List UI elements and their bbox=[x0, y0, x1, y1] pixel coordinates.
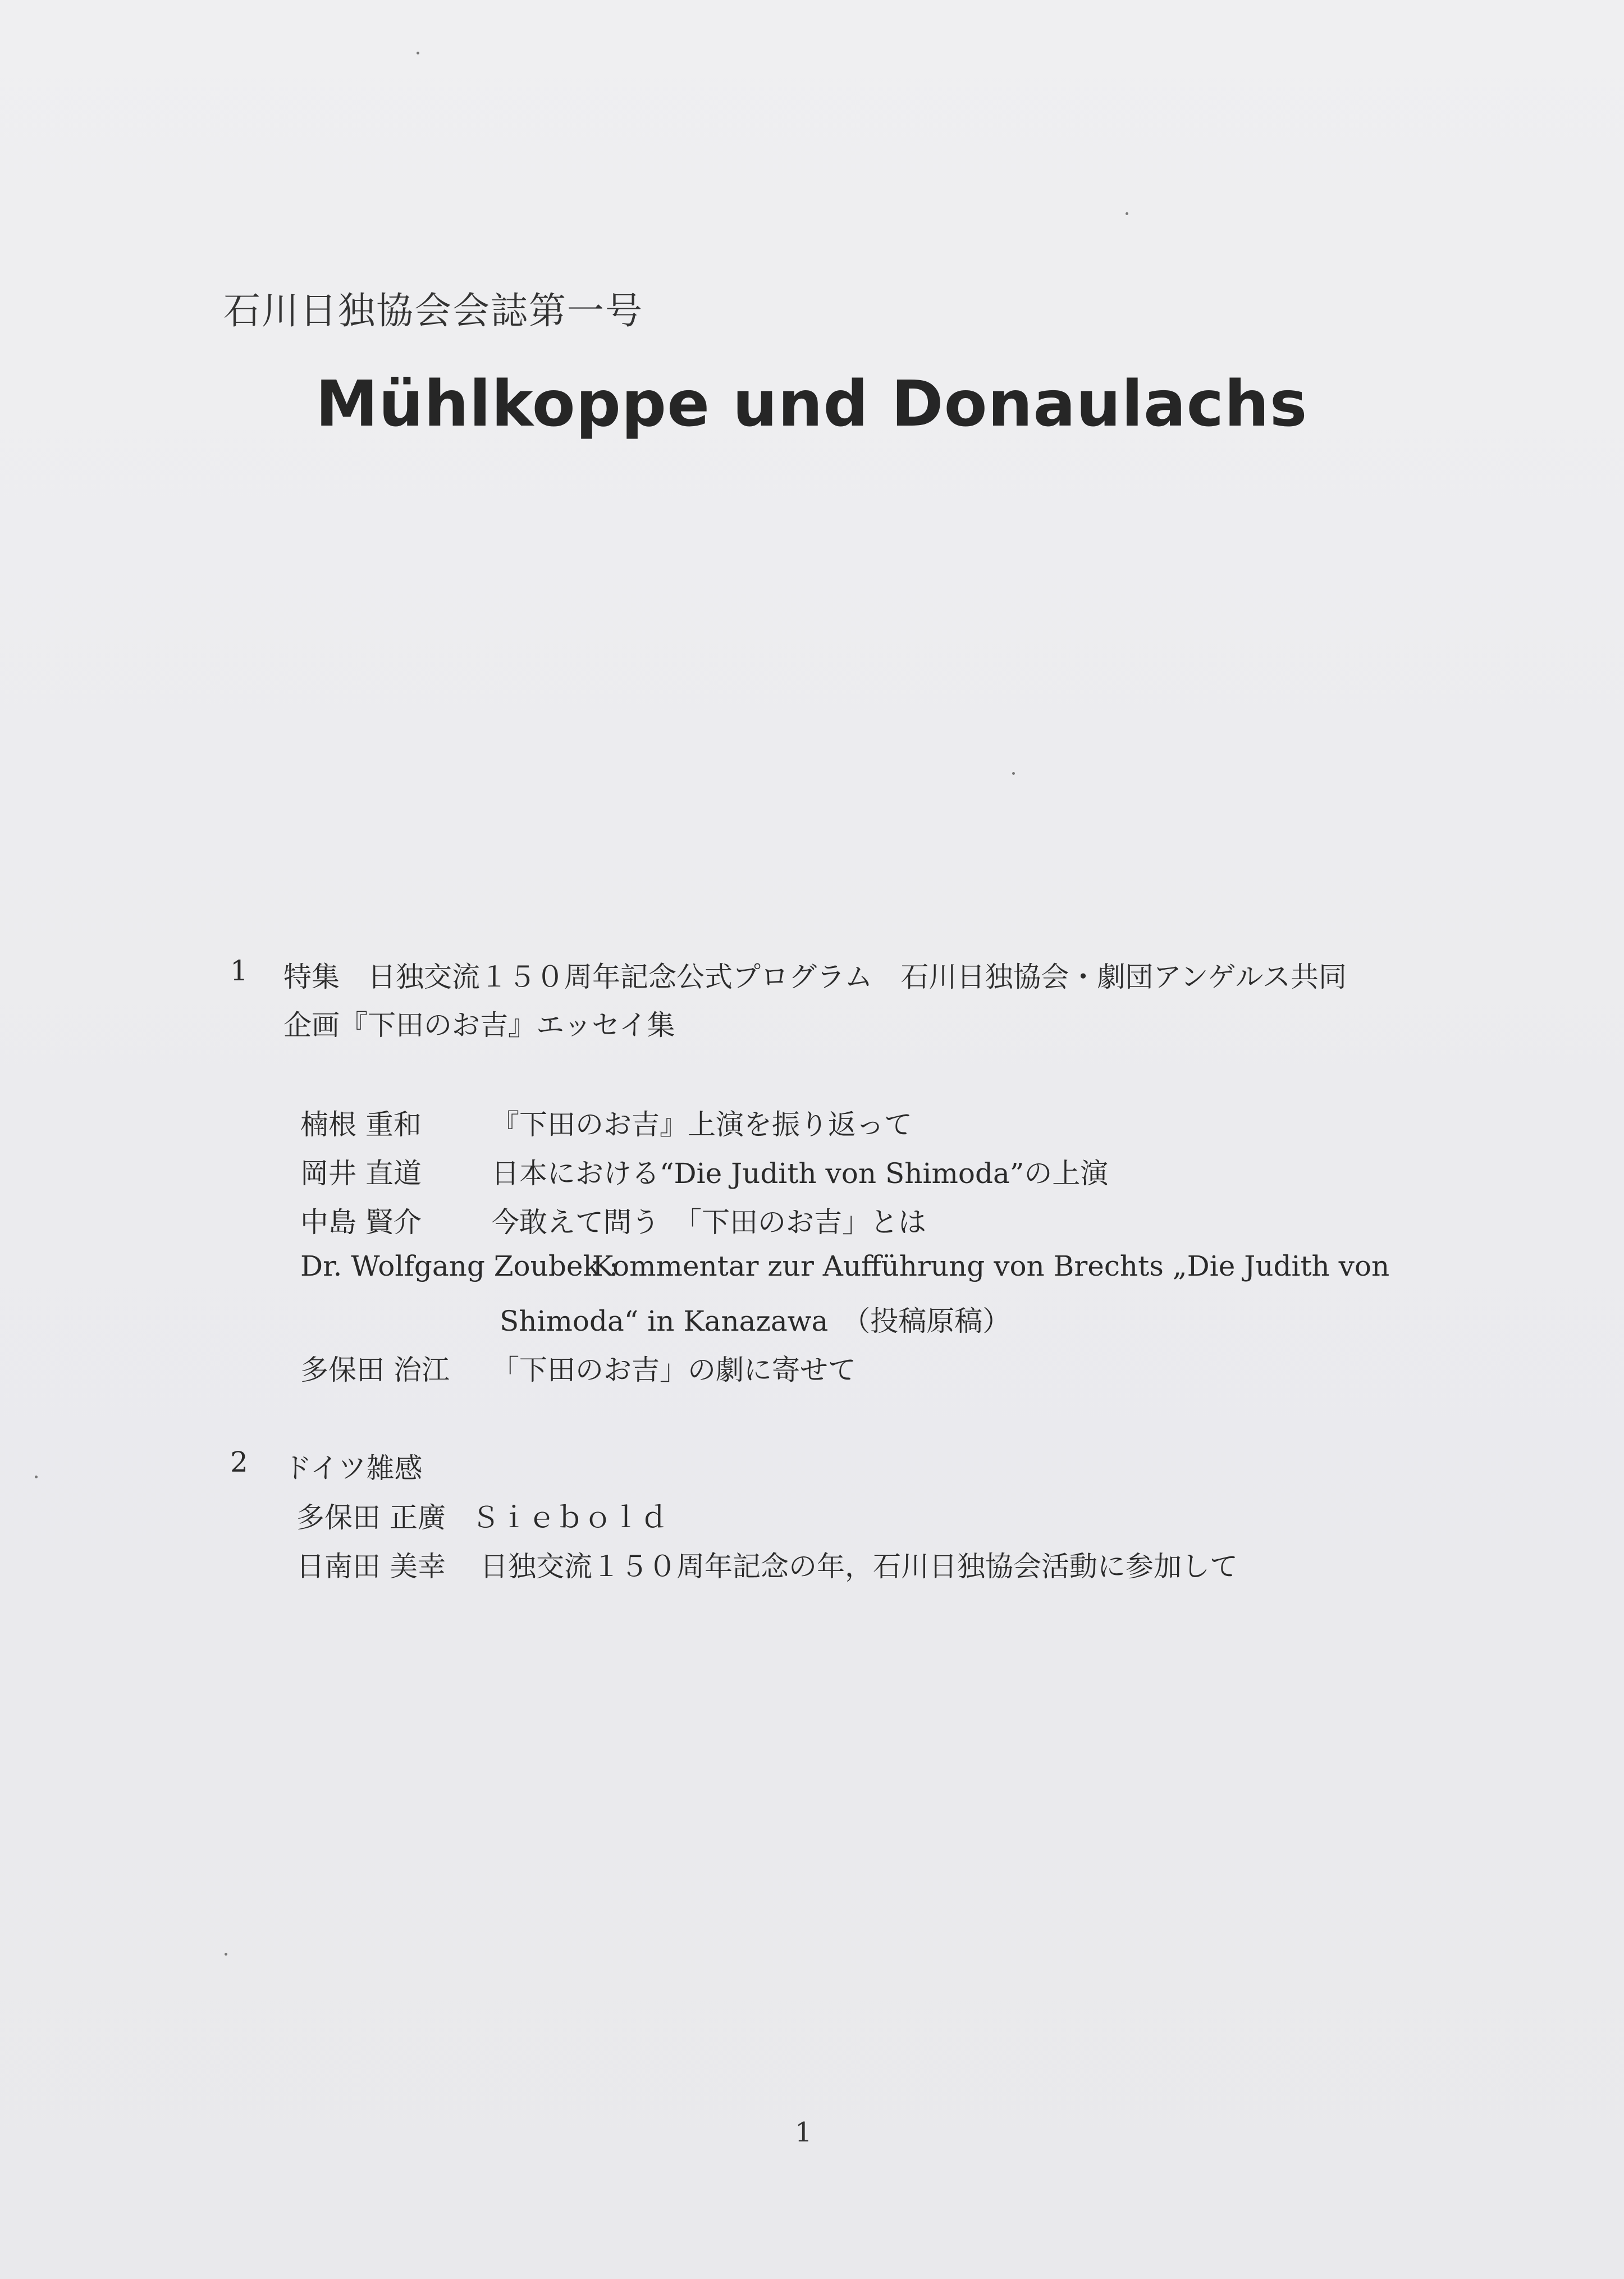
scan-speck bbox=[1012, 772, 1015, 775]
scan-speck bbox=[35, 1476, 38, 1478]
entry-title-continued: Shimoda“ in Kanazawa （投稿原稿） bbox=[500, 1305, 1011, 1337]
entry-author: 岡井 直道 bbox=[300, 1157, 422, 1190]
entry-author: 日南田 美幸 bbox=[296, 1550, 446, 1583]
entry-title: Kommentar zur Aufführung von Brechts „Die Judith von bbox=[592, 1250, 1390, 1282]
entry-author: 多保田 治江 bbox=[300, 1354, 450, 1386]
scan-speck bbox=[225, 1953, 227, 1956]
scan-speck bbox=[417, 52, 419, 54]
scan-speck bbox=[1126, 212, 1128, 215]
section-heading: ドイツ雑感 bbox=[283, 1452, 423, 1485]
entry-title: 「下田のお吉」の劇に寄せて bbox=[491, 1354, 856, 1386]
entry-title: 今敢えて問う 「下田のお吉」とは bbox=[491, 1206, 926, 1239]
entry-author: Dr. Wolfgang Zoubek : bbox=[300, 1250, 619, 1282]
entry-title: 日本における“Die Judith von Shimoda”の上演 bbox=[491, 1157, 1109, 1190]
entry-author: 多保田 正廣 bbox=[296, 1501, 446, 1534]
entry-author: 中島 賢介 bbox=[300, 1206, 422, 1239]
entry-title: 『下田のお吉』上演を振り返って bbox=[491, 1108, 912, 1141]
page-number: 1 bbox=[795, 2117, 812, 2148]
section-number: 2 bbox=[230, 1446, 248, 1478]
section-number: 1 bbox=[230, 954, 248, 987]
section-heading-continued: 企画『下田のお吉』エッセイ集 bbox=[283, 1009, 675, 1042]
entry-title: Ｓｉｅｂｏｌｄ bbox=[472, 1501, 668, 1534]
entry-title: 日独交流１５０周年記念の年，石川日独協会活動に参加して bbox=[480, 1550, 1238, 1583]
journal-title: Mühlkoppe und Donaulachs bbox=[315, 368, 1308, 441]
journal-subtitle: 石川日独協会会誌第一号 bbox=[223, 289, 643, 332]
section-heading: 特集 日独交流１５０周年記念公式プログラム 石川日独協会・劇団アンゲルス共同 bbox=[283, 961, 1347, 993]
entry-author: 楠根 重和 bbox=[300, 1108, 422, 1141]
